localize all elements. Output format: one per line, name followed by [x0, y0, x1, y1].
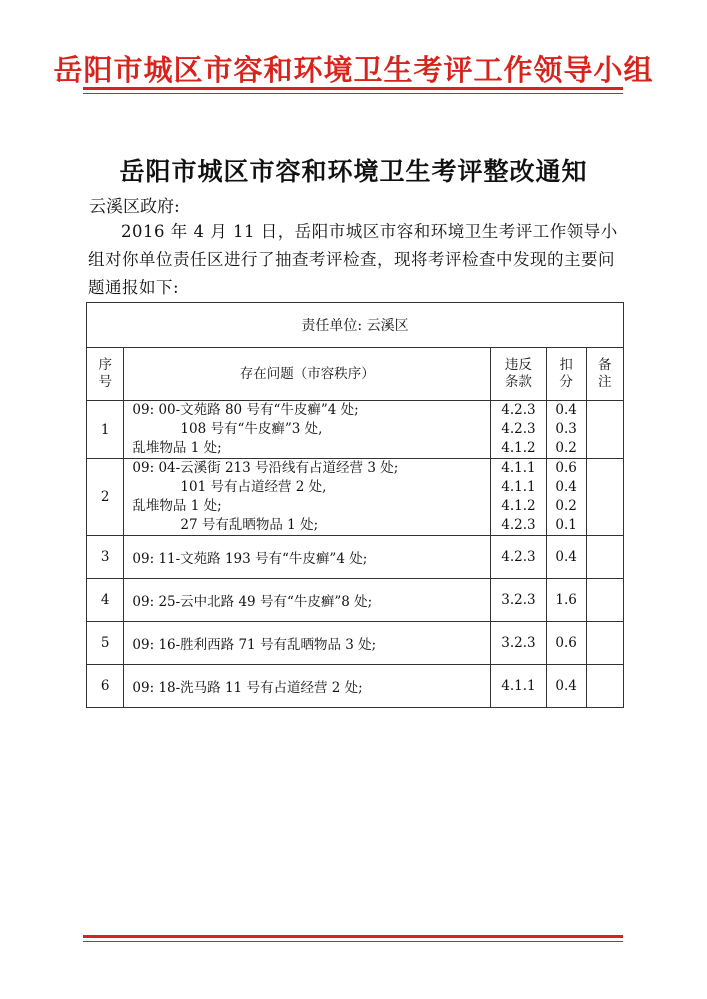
header-note: 备 注: [586, 348, 623, 401]
issue-description: 09: 18-洗马路 11 号有占道经营 2 处;: [124, 665, 491, 708]
score-value: 0.1: [555, 517, 577, 533]
clause-value: 4.1.2: [501, 498, 536, 514]
table-row: [87, 622, 624, 665]
remarks: [586, 401, 623, 459]
row-number: 1: [87, 401, 124, 459]
issue-line: 101 号有占道经营 2 处,: [180, 479, 327, 495]
header-row: [87, 348, 624, 401]
violated-clause: 4.1.1: [491, 665, 547, 708]
violated-clause: 3.2.3: [491, 622, 547, 665]
row-number: 4: [87, 579, 124, 622]
score-value: 0.2: [555, 440, 577, 456]
deducted-points: 0.4: [546, 665, 586, 708]
table-row: [87, 536, 624, 579]
deducted-points: [546, 401, 586, 459]
responsible-unit: 责任单位: 云溪区: [87, 303, 624, 348]
score-value: 0.4: [555, 402, 577, 418]
remarks: [586, 665, 623, 708]
deducted-points: 1.6: [546, 579, 586, 622]
footer-rule-thick: [83, 935, 623, 938]
issue-line: 乱堆物品 1 处;: [132, 440, 222, 456]
issue-description: 09: 25-云中北路 49 号有“牛皮癣”8 处;: [124, 579, 491, 622]
row-number: 6: [87, 665, 124, 708]
violated-clause: 4.2.3: [491, 536, 547, 579]
deducted-points: 0.4: [546, 536, 586, 579]
issue-description: [124, 459, 491, 536]
header-issue: 存在问题（市容秩序）: [124, 348, 491, 401]
row-number: 3: [87, 536, 124, 579]
header-code: 违反 条款: [491, 348, 547, 401]
issue-description: 09: 11-文苑路 193 号有“牛皮癣”4 处;: [124, 536, 491, 579]
score-value: 0.3: [555, 421, 577, 437]
header-rule-thick: [83, 87, 623, 90]
clause-value: 4.1.1: [501, 479, 536, 495]
issue-line: 108 号有“牛皮癣”3 处,: [180, 421, 323, 437]
header-score: 扣 分: [546, 348, 586, 401]
remarks: [586, 459, 623, 536]
issue-line: 09: 04-云溪街 213 号沿线有占道经营 3 处;: [132, 460, 399, 476]
table-row: [87, 579, 624, 622]
issue-line: 27 号有乱晒物品 1 处;: [180, 517, 319, 533]
issue-description: 09: 16-胜利西路 71 号有乱晒物品 3 处;: [124, 622, 491, 665]
clause-value: 4.2.3: [501, 402, 536, 418]
issue-line: 09: 00-文苑路 80 号有“牛皮癣”4 处;: [132, 402, 359, 418]
row-number: 5: [87, 622, 124, 665]
document-title: 岳阳市城区市容和环境卫生考评整改通知: [119, 157, 588, 186]
violated-clause: [491, 459, 547, 536]
clause-value: 4.2.3: [501, 421, 536, 437]
violated-clause: 3.2.3: [491, 579, 547, 622]
issue-description: [124, 401, 491, 459]
issues-table: [86, 302, 624, 708]
remarks: [586, 579, 623, 622]
row-number: 2: [87, 459, 124, 536]
org-header-title: 岳阳市城区市容和环境卫生考评工作领导小组: [53, 53, 654, 87]
deducted-points: 0.6: [546, 622, 586, 665]
score-value: 0.6: [555, 460, 577, 476]
header-no: 序 号: [87, 348, 124, 401]
score-value: 0.2: [555, 498, 577, 514]
clause-value: 4.1.2: [501, 440, 536, 456]
footer-rule-thin: [83, 941, 623, 942]
addressee: 云溪区政府:: [89, 197, 180, 217]
violated-clause: [491, 401, 547, 459]
notice-body: 2016 年 4 月 11 日，岳阳市城区市容和环境卫生考评工作领导小组对你单位责任区进行了抽查考评检查，现将考评检查中发现的主要问题通报如下:: [88, 222, 618, 297]
issue-line: 乱堆物品 1 处;: [132, 498, 222, 514]
header-rule-thin: [83, 93, 623, 94]
remarks: [586, 536, 623, 579]
table-row: [87, 459, 624, 536]
table-row: [87, 401, 624, 459]
table-rows: [87, 401, 624, 708]
clause-value: 4.1.1: [501, 460, 536, 476]
remarks: [586, 622, 623, 665]
deducted-points: [546, 459, 586, 536]
score-value: 0.4: [555, 479, 577, 495]
unit-row: [87, 303, 624, 348]
clause-value: 4.2.3: [501, 517, 536, 533]
table-row: [87, 665, 624, 708]
